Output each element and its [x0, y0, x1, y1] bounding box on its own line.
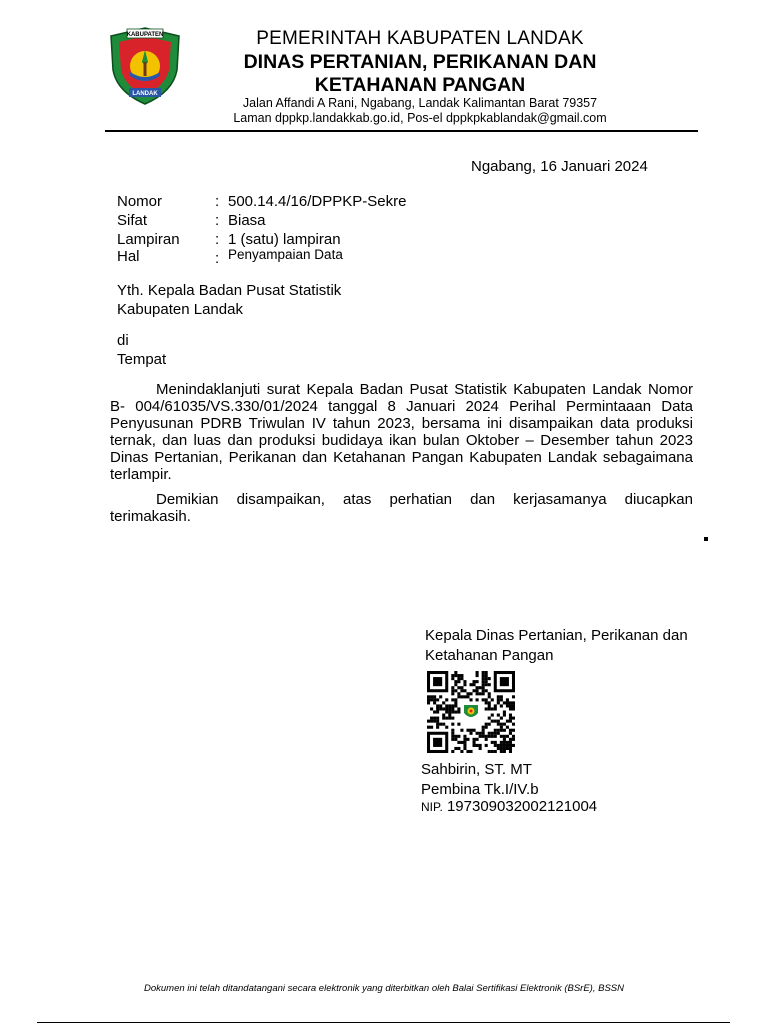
hal-colon: :: [215, 250, 220, 267]
e-signature-qr-code: [427, 671, 515, 753]
svg-text:KABUPATEN: KABUPATEN: [126, 32, 164, 38]
street-address: Jalan Affandi A Rani, Ngabang, Landak Kalimantan Barat 79357: [242, 96, 598, 110]
body-paragraph-2: [110, 491, 693, 525]
nip-value: 197309032002121004: [446, 798, 598, 815]
paragraph-2-text: Demikian disampaikan, atas perhatian dan kerjasamanya diucapkan terimakasih.: [110, 491, 693, 525]
recipient-di: di: [117, 332, 129, 349]
signatory-title-line2: Ketahanan Pangan: [425, 647, 554, 664]
agency-name: [200, 51, 640, 97]
letterhead-divider: [105, 130, 698, 132]
landak-regency-logo: [105, 26, 185, 106]
hal-value: Penyampaian Data: [228, 247, 343, 262]
paragraph-1-text: Menindaklanjuti surat Kepala Badan Pusat Statistik Kabupaten Landak Nomor B- 004/61035/VS.330/01/2024 tanggal 8 Januari 2024 Perihal Permintaaan Data Penyusunan PDRB Triwulan IV tahun 2023, bersama ini disampaikan data produksi ternak, dan luas dan produksi budidaya ikan bulan Oktober – Desember tahun 2023 Dinas Pertanian, Perikanan dan Ketahanan Pangan Kabupaten Landak sebagaimana terlampir.: [110, 381, 693, 483]
recipient-place-block: [117, 331, 166, 369]
agency-name-line2: KETAHANAN PANGAN: [314, 74, 526, 96]
signatory-title: [425, 626, 688, 666]
agency-name-line1: DINAS PERTANIAN, PERIKANAN DAN: [243, 51, 597, 73]
recipient-place: Tempat: [117, 351, 167, 368]
electronic-signature-note: Dokumen ini telah ditandatangani secara elektronik yang diterbitkan oleh Balai Sertifikasi Elektronik (BSrE), BSSN: [144, 983, 624, 994]
footer-divider: [37, 1022, 730, 1023]
signatory-name: Sahbirin, ST. MT: [421, 761, 532, 778]
agency-address: [200, 96, 640, 126]
sifat-colon: :: [215, 212, 220, 229]
lampiran-label: Lampiran: [117, 231, 180, 248]
hal-label: Hal: [117, 248, 140, 265]
sifat-label: Sifat: [117, 212, 148, 229]
nip-label: NIP.: [421, 800, 443, 814]
government-name: PEMERINTAH KABUPATEN LANDAK: [256, 28, 584, 49]
body-paragraph-1: [110, 381, 693, 483]
signatory-title-line1: Kepala Dinas Pertanian, Perikanan dan: [425, 627, 688, 644]
letter-date: Ngabang, 16 Januari 2024: [471, 158, 648, 175]
sifat-value: Biasa: [228, 212, 266, 229]
contact-info: Laman dppkp.landakkab.go.id, Pos-el dppkpkablandak@gmail.com: [233, 111, 607, 125]
lampiran-value: 1 (satu) lampiran: [228, 231, 341, 248]
nomor-colon: :: [215, 193, 220, 210]
nomor-label: Nomor: [117, 193, 163, 210]
signatory-block: [421, 760, 539, 800]
nomor-value: 500.14.4/16/DPPKP-Sekre: [228, 193, 407, 210]
recipient-line2: Kabupaten Landak: [117, 301, 243, 318]
recipient-block: [117, 281, 341, 319]
signatory-rank: Pembina Tk.I/IV.b: [421, 781, 539, 798]
svg-text:LANDAK: LANDAK: [132, 91, 158, 97]
lampiran-colon: :: [215, 231, 220, 248]
recipient-line1: Yth. Kepala Badan Pusat Statistik: [117, 282, 342, 299]
stray-dot: [704, 537, 708, 541]
signatory-nip: [421, 798, 597, 815]
